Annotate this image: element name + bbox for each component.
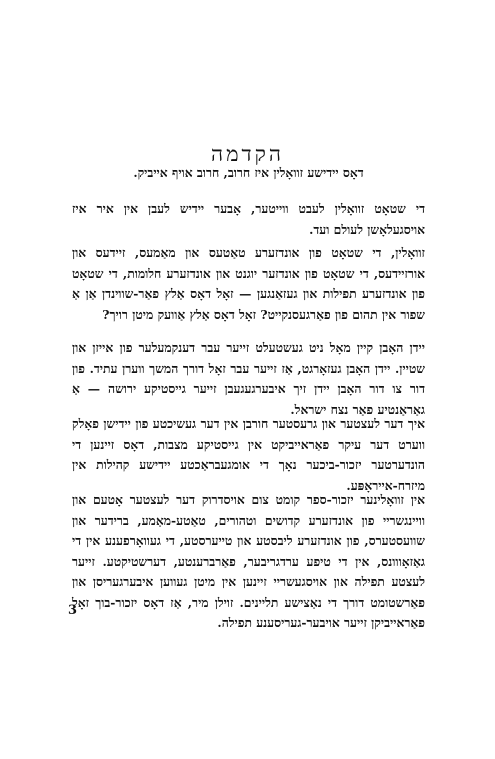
page-number: 3 [68,603,78,618]
paragraph-3: יידן האָבן קיין מאָל ניט געשטעלט זייער עבר דענקמעלער פון אייזן און שטיין. יידן האָבן געזאָרגט, אַז זייער עבר זאָל דורך המשך ווערן עתיד. פון דור צו דור האָבן יידן זיך איבערגעגעבן זייער גייסטיקע ירושה — אַ גאַראַנטיע פאַר נצח ישראל. [72,340,425,417]
page-title: הקדמה [211,142,284,167]
paragraph-2: זוואָלין, די שטאָט פון אונדזערע טאַטעס און מאַמעס, זיידעס און אורזיידעס, די שטאָט פון אונדזער יוגנט און אונדזערע חלומות, די שטאָט פון אונדזערע תפילות און געזאַנגען — זאָל דאָס אַלץ פאַר-שווינדן אַן אַ שפור אין תהום פון פאַרגעסנקייט? זאָל דאָס אַלץ אַוועק מיטן רויך? [72,245,425,322]
paragraph-5: אין זוואָלינער יזכור-ספר קומט צום אויסדרוק דער לעצטער אָטעם און וויינגשריי פון אונדזערע קדושים וטהורים, טאַטע-מאַמע, ברידער און שוועסטערס, פון אונדזערע ליבסטע און טייערסטע, די געוואָרפענע אין די גאַזאָווונס, אין די טיפע ערדגריבער, פאַרברענטע, דערשטיקטע. זייער לעצטע תפילה און אויסגעשריי זיינען אין מיטן געווען איבערגעריסן און פאַרשטומט דורך די נאַצישע תליינים. זוילן מיר, אַז דאָס יזכור-בוך זאָל פאַראייביקן זייער אויבער-געריסענע תפילה. [72,492,425,630]
subtitle-line: דאָס יידישע זוואָלין איז חרוב, חרוב אויף אייביק. [133,165,364,180]
paragraph-4: איך דער לעצטער און גרעסטער חורבן אין דער געשיכטע פון יידישן פאָלק ווערט דער עיקר פאַראייביקט אין גייסטיקע מצבות, דאָס זיינען די הונדערטער יזכור-ביכער נאָך די אומגעבראַכטע יידישע קהילות אין מיזרח-אייראָפּע. [72,416,425,493]
paragraph-1: די שטאָט זוואָלין לעבט ווייטער, אָבער יידיש לעבן אין איר איז אויסגעלאָשן לעולם ועד. [72,201,425,237]
